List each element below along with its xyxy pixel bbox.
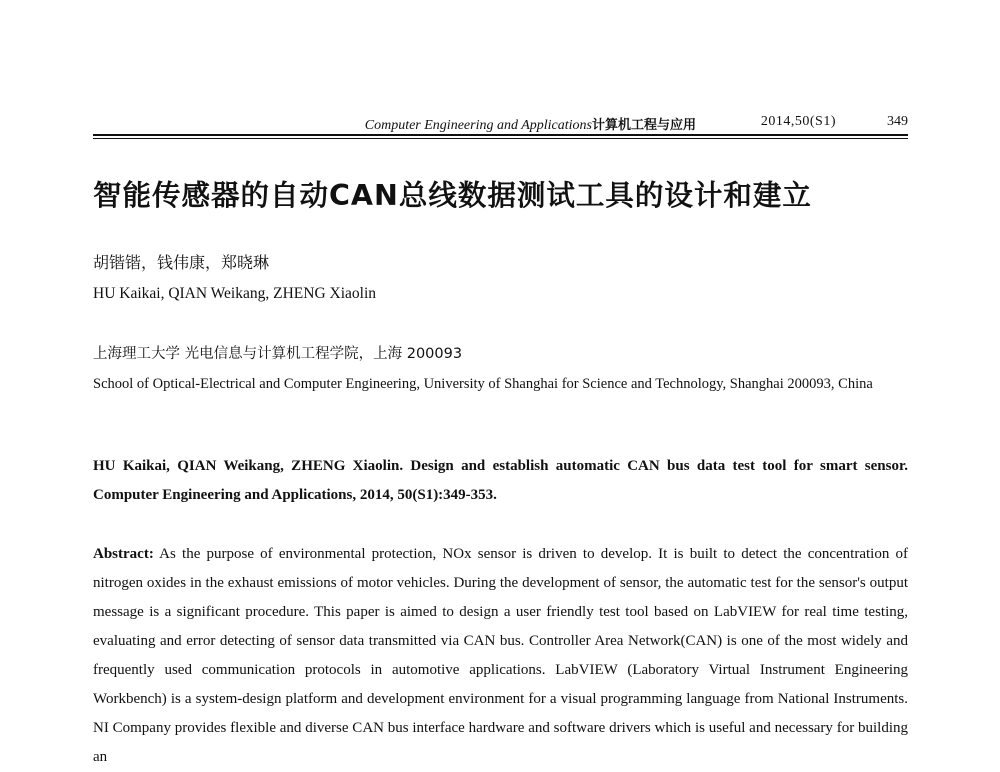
paper-title: 智能传感器的自动CAN总线数据测试工具的设计和建立: [93, 179, 812, 212]
authors-en: HU Kaikai, QIAN Weikang, ZHENG Xiaolin: [93, 285, 377, 302]
header-rule-thin: [93, 138, 908, 139]
header-rule-thick: [93, 134, 908, 136]
abstract-text: As the purpose of environmental protection, NOx sensor is driven to develop. It is built to detect the concentration of nitrogen oxides in the exhaust emissions of motor vehicles. During the development of sensor, the automatic test for the sensor's output message is a significant procedure. This paper is aimed to design a user friendly test tool based on LabVIEW for real time testing, evaluating and error detecting of sensor data transmitted via CAN bus. Controller Area Network(CAN) is one of the most widely and frequently used communication protocols in automotive applications. LabVIEW (Laboratory Virtual Instrument Engineering Workbench) is a system-design platform and development environment for a visual programming language from National Instruments. NI Company provides flexible and diverse CAN bus interface hardware and software drivers which is useful and necessary for building an: [93, 546, 908, 765]
running-head: [93, 112, 908, 134]
abstract-label: Abstract:: [93, 546, 154, 562]
page-number: 349: [887, 114, 908, 129]
abstract: [93, 540, 908, 772]
affiliation-zh: 上海理工大学 光电信息与计算机工程学院，上海 200093: [93, 346, 463, 362]
journal-name: [365, 114, 696, 134]
journal-name-zh: 计算机工程与应用: [591, 118, 696, 133]
volume-issue: 2014,50(S1): [760, 114, 836, 129]
citation: HU Kaikai, QIAN Weikang, ZHENG Xiaolin. Design and establish automatic CAN bus data test tool for smart sensor. Computer Engineering and Applications, 2014, 50(S1):349-353.: [93, 458, 908, 503]
authors-zh: 胡锴锴，钱伟康，郑晓琳: [93, 253, 270, 272]
journal-name-en: Computer Engineering and Applications: [364, 118, 592, 133]
affiliation-en: School of Optical-Electrical and Computer Engineering, University of Shanghai for Science and Technology, Shanghai 200093, China: [93, 376, 873, 392]
